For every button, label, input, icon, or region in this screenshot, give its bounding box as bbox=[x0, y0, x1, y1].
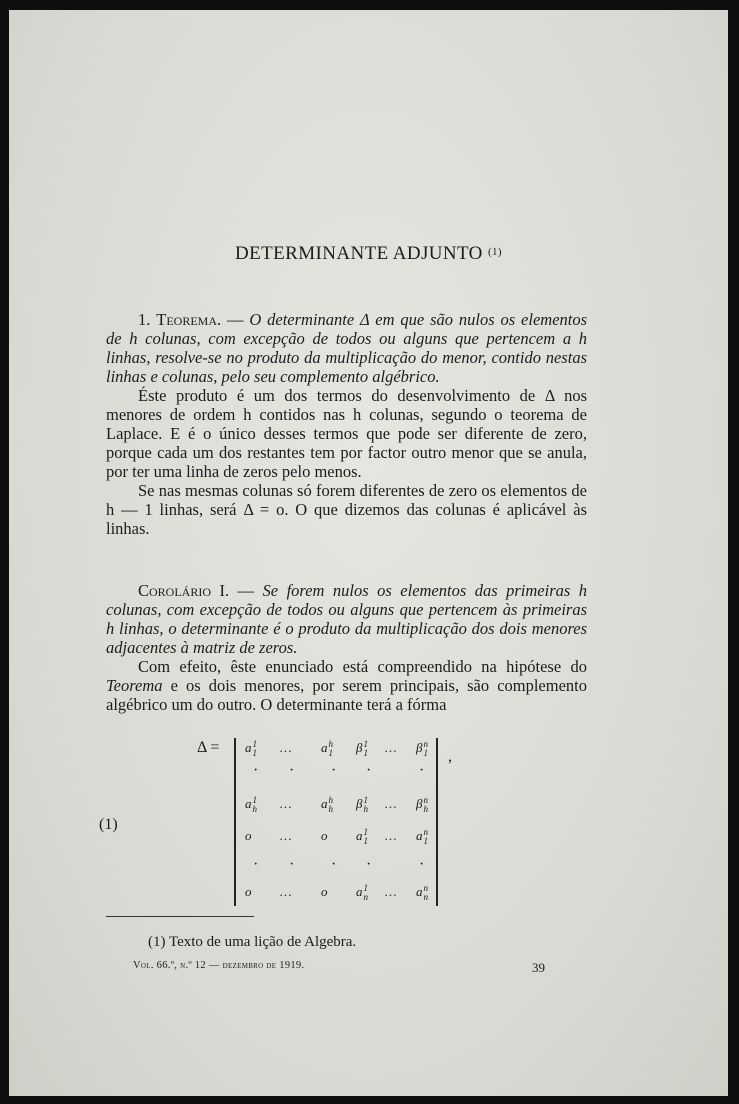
matrix-vertical-dot: · bbox=[331, 762, 339, 779]
page-number: 39 bbox=[532, 960, 545, 975]
theorem-remark-paragraph: Se nas mesmas colunas só forem diferentes de zero os elementos de h — 1 linhas, será Δ = o. O que dizemos das colunas é aplicável às linhas. bbox=[106, 481, 587, 538]
matrix-entry: a h h bbox=[321, 795, 333, 815]
matrix-entry: a 1 n bbox=[356, 883, 368, 903]
theorem-proof-paragraph: Éste produto é um dos termos do desenvolvimento de Δ nos menores de ordem h contidos nas h colunas, segundo o teorema de Laplace. E é o único desses termos que pode ser diferente de zero, porque cada um dos restantes tem por factor outro menor que se anula, por ter uma linha de zeros pelo menos. bbox=[106, 386, 587, 481]
matrix-vertical-dot: · bbox=[253, 856, 261, 873]
matrix-ellipsis: … bbox=[384, 884, 399, 899]
matrix-entry: β 1 1 bbox=[356, 739, 368, 759]
matrix-entry: a 1 h bbox=[245, 795, 257, 815]
matrix-vertical-dot: · bbox=[419, 762, 427, 779]
matrix-ellipsis: … bbox=[279, 884, 294, 899]
proof-text-a: Com efeito, êste enunciado está compreendido na hipótese do bbox=[138, 657, 587, 676]
corollary-text: Se forem nulos os elementos das primeiras h colunas, com excepção de todos ou alguns que pertencem às primeiras h linhas, o determinante é o produto da multiplicação dos dois menores adjacentes à matriz de zeros. bbox=[106, 581, 588, 657]
matrix-entry: a n n bbox=[416, 883, 428, 903]
theorem-number: 1. bbox=[138, 310, 151, 329]
title-footnote-mark: (1) bbox=[487, 246, 502, 258]
equation-label: (1) bbox=[99, 816, 118, 833]
footnote: (1) Texto de uma lição de Algebra. bbox=[148, 934, 357, 950]
matrix-vertical-dot: · bbox=[289, 762, 297, 779]
corollary-dash: — bbox=[229, 581, 263, 600]
matrix-vertical-dot: · bbox=[419, 856, 427, 873]
matrix-vertical-dot: · bbox=[366, 762, 374, 779]
matrix-entry: a h 1 bbox=[321, 739, 333, 759]
proof-emphasis: Teorema bbox=[106, 676, 163, 695]
matrix-vertical-dot: · bbox=[331, 856, 339, 873]
scanned-page bbox=[9, 10, 728, 1096]
theorem-text: O determinante Δ em que são nulos os elementos de h colunas, com excepção de todos ou alguns que pertencem a h linhas, resolve-se no produto da multiplicação do menor, contido nestas linhas e colunas, pelo seu complemento algébrico. bbox=[106, 310, 588, 386]
block-separator-vertical bbox=[235, 824, 236, 906]
theorem-label: Teorema. bbox=[156, 310, 222, 329]
matrix-entry: o bbox=[321, 828, 328, 843]
theorem-section bbox=[106, 310, 587, 538]
title-text: DETERMINANTE ADJUNTO bbox=[235, 243, 483, 264]
matrix-entry: β n h bbox=[416, 795, 428, 815]
theorem-dash: — bbox=[221, 310, 250, 329]
matrix-vertical-dot: · bbox=[366, 856, 374, 873]
matrix-vertical-dot: · bbox=[289, 856, 297, 873]
matrix-ellipsis: … bbox=[279, 828, 294, 843]
matrix-entry: o bbox=[321, 884, 328, 899]
page-title bbox=[9, 243, 728, 265]
volume-line: Vol. 66.º, n.º 12 — dezembro de 1919. bbox=[133, 960, 305, 971]
matrix-ellipsis: … bbox=[384, 740, 399, 755]
corollary-label: Corolário I. bbox=[138, 581, 230, 600]
matrix-ellipsis: … bbox=[384, 796, 399, 811]
corollary-proof-paragraph bbox=[106, 657, 587, 714]
matrix-entry: o bbox=[245, 884, 252, 899]
matrix-entry: a n 1 bbox=[416, 827, 428, 847]
matrix-ellipsis: … bbox=[279, 740, 294, 755]
corollary-section bbox=[106, 581, 587, 714]
matrix-entry: a 1 1 bbox=[356, 827, 368, 847]
matrix-ellipsis: … bbox=[279, 796, 294, 811]
matrix-vertical-dot: · bbox=[253, 762, 261, 779]
matrix-entry: a 1 1 bbox=[245, 739, 257, 759]
matrix-entry: β 1 h bbox=[356, 795, 368, 815]
matrix-entry: o bbox=[245, 828, 252, 843]
corollary-statement bbox=[106, 581, 587, 657]
determinant-right-bar bbox=[436, 738, 438, 906]
theorem-statement bbox=[106, 310, 587, 386]
proof-text-b: e os dois menores, por serem principais, são complemento algébrico um do outro. O determinante terá a fórma bbox=[106, 676, 587, 714]
matrix-ellipsis: … bbox=[384, 828, 399, 843]
matrix-entry: β n 1 bbox=[416, 739, 428, 759]
formula-lhs: Δ = bbox=[197, 739, 220, 756]
footnote-rule bbox=[106, 916, 254, 917]
formula-comma: , bbox=[448, 748, 452, 765]
determinant-formula bbox=[9, 736, 728, 916]
